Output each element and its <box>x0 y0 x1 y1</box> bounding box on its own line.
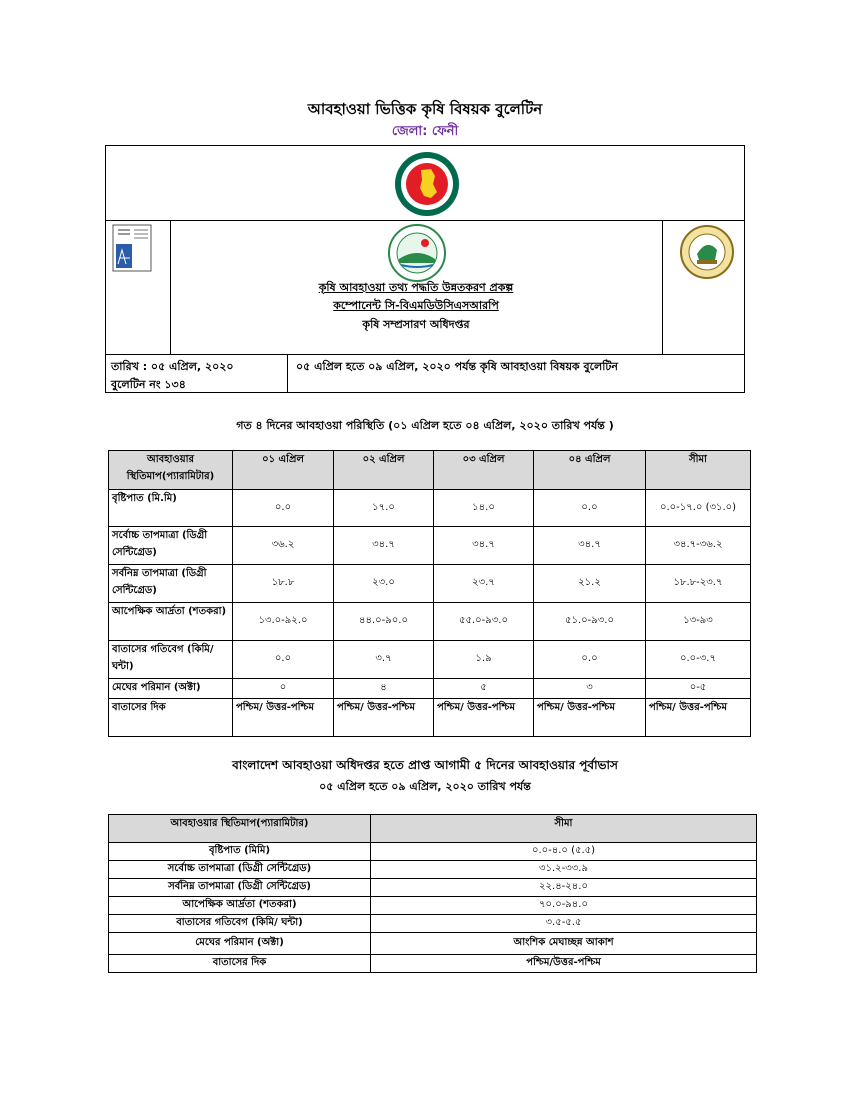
param-cell: বৃষ্টিপাত (মিমি) <box>109 843 371 861</box>
table-row <box>109 861 757 879</box>
table-row <box>109 603 751 641</box>
value-cell: ৩১.২-৩৩.৯ <box>371 861 757 879</box>
param-cell: সর্বোচ্চ তাপমাত্রা (ডিগ্রী সেন্টিগ্রেড) <box>109 527 233 565</box>
column-header: ০১ এপ্রিল <box>233 451 334 490</box>
value-cell: ০.০-৩.৭ <box>646 641 751 679</box>
forecast-heading: বাংলাদেশ আবহাওয়া অধিদপ্তর হতে প্রাপ্ত আগামী ৫ দিনের আবহাওয়ার পূর্বাভাস <box>232 758 618 772</box>
column-header: সীমা <box>646 451 751 490</box>
bulletin-title: আবহাওয়া ভিত্তিক কৃষি বিষয়ক বুলেটিন <box>307 100 543 118</box>
table-row <box>109 843 757 861</box>
value-cell: ৫৫.০-৯৩.০ <box>434 603 534 641</box>
param-cell: সর্বনিম্ন তাপমাত্রা (ডিগ্রী সেন্টিগ্রেড) <box>109 565 233 603</box>
param-cell: সর্বোচ্চ তাপমাত্রা (ডিগ্রী সেন্টিগ্রেড) <box>109 861 371 879</box>
value-cell: পশ্চিম/ উত্তর-পশ্চিম <box>233 699 334 737</box>
value-cell: ৩.৫-৫.৫ <box>371 915 757 933</box>
param-cell: বাতাসের গতিবেগ (কিমি/ ঘন্টা) <box>109 915 371 933</box>
table-row <box>109 490 751 527</box>
value-cell: ০.০-৪.০ (৫.৫) <box>371 843 757 861</box>
param-cell: সর্বনিম্ন তাপমাত্রা (ডিগ্রী সেন্টিগ্রেড) <box>109 879 371 897</box>
value-cell: পশ্চিম/ উত্তর-পশ্চিম <box>334 699 434 737</box>
value-cell: ১৮.৮-২৩.৭ <box>646 565 751 603</box>
dae-logo-icon <box>679 224 735 280</box>
value-cell: ২১.২ <box>534 565 646 603</box>
param-cell: মেঘের পরিমান (অক্টা) <box>109 679 233 699</box>
meteorological-department-logo-icon <box>112 224 152 272</box>
value-cell: ৩৪.৭-৩৬.২ <box>646 527 751 565</box>
value-cell: ১.৯ <box>434 641 534 679</box>
value-cell: ৫ <box>434 679 534 699</box>
divider <box>287 354 288 393</box>
value-cell: ৫১.০-৯৩.০ <box>534 603 646 641</box>
table-header-row <box>109 451 751 490</box>
table-row <box>109 679 751 699</box>
value-cell: ৩৪.৭ <box>434 527 534 565</box>
value-cell: ৪৪.০-৯০.০ <box>334 603 434 641</box>
value-cell: ২২.৪-২৪.০ <box>371 879 757 897</box>
project-name: কৃষি আবহাওয়া তথ্য পদ্ধতি উন্নতকরণ প্রকল্প <box>318 281 514 294</box>
header-box <box>105 145 745 393</box>
divider <box>106 220 744 221</box>
table-row <box>109 879 757 897</box>
column-header: সীমা <box>371 815 757 843</box>
param-cell: মেঘের পরিমান (অক্টা) <box>109 933 371 955</box>
param-cell: বৃষ্টিপাত (মি.মি) <box>109 490 233 527</box>
value-cell: ০ <box>233 679 334 699</box>
project-logo-icon <box>387 223 447 283</box>
bulletin-period: ০৫ এপ্রিল হতে ০৯ এপ্রিল, ২০২০ পর্যন্ত কৃষি আবহাওয়া বিষয়ক বুলেটিন <box>296 360 618 373</box>
param-cell: বাতাসের দিক <box>109 955 371 973</box>
value-cell: আংশিক মেঘাচ্ছন্ন আকাশ <box>371 933 757 955</box>
value-cell: ০.০ <box>233 641 334 679</box>
value-cell: ২৩.৭ <box>434 565 534 603</box>
value-cell: ১৩.০-৯২.০ <box>233 603 334 641</box>
table-row <box>109 933 757 955</box>
value-cell: পশ্চিম/উত্তর-পশ্চিম <box>371 955 757 973</box>
district-label: জেলা: ফেনী <box>391 124 459 139</box>
param-cell: আপেক্ষিক আর্দ্রতা (শতকরা) <box>109 603 233 641</box>
value-cell: ৩৪.৭ <box>534 527 646 565</box>
component-name: কম্পোনেন্ট সি-বিএমডিউসিএসআরপি <box>333 299 499 312</box>
table-row <box>109 641 751 679</box>
government-seal-icon <box>393 150 461 218</box>
value-cell: ০.০ <box>233 490 334 527</box>
table-row <box>109 897 757 915</box>
value-cell: ১৮.৮ <box>233 565 334 603</box>
value-cell: পশ্চিম/ উত্তর-পশ্চিম <box>434 699 534 737</box>
value-cell: ১৭.০ <box>334 490 434 527</box>
department-name: কৃষি সম্প্রসারণ অধিদপ্তর <box>362 318 470 331</box>
value-cell: ০-৫ <box>646 679 751 699</box>
value-cell: ০.০ <box>534 641 646 679</box>
bulletin-number: বুলেটিন নং ১৩৪ <box>111 378 186 391</box>
value-cell: ৩৪.৭ <box>334 527 434 565</box>
table-header-row <box>109 815 757 843</box>
value-cell: ৪ <box>334 679 434 699</box>
param-cell: আপেক্ষিক আর্দ্রতা (শতকরা) <box>109 897 371 915</box>
forecast-table <box>108 814 757 973</box>
value-cell: ১৪.০ <box>434 490 534 527</box>
value-cell: ৩ <box>534 679 646 699</box>
table-row <box>109 565 751 603</box>
past-weather-table <box>108 450 751 737</box>
column-header: আবহাওয়ার স্থিতিমাপ(প্যারামিটার) <box>109 815 371 843</box>
forecast-period: ০৫ এপ্রিল হতে ০৯ এপ্রিল, ২০২০ তারিখ পর্যন্ত <box>319 780 531 793</box>
value-cell: পশ্চিম/ উত্তর-পশ্চিম <box>646 699 751 737</box>
column-header: ০৩ এপ্রিল <box>434 451 534 490</box>
value-cell: ৩৬.২ <box>233 527 334 565</box>
bulletin-date: তারিখ : ০৫ এপ্রিল, ২০২০ <box>111 360 234 373</box>
past-weather-heading: গত ৪ দিনের আবহাওয়া পরিস্থিতি (০১ এপ্রিল হতে ০৪ এপ্রিল, ২০২০ তারিখ পর্যন্ত ) <box>236 419 614 432</box>
column-header: ০৪ এপ্রিল <box>534 451 646 490</box>
value-cell: ০.০-১৭.০ (৩১.০) <box>646 490 751 527</box>
table-row <box>109 915 757 933</box>
param-cell: বাতাসের গতিবেগ (কিমি/ ঘন্টা) <box>109 641 233 679</box>
value-cell: ০.০ <box>534 490 646 527</box>
column-header: আবহাওয়ার স্থিতিমাপ(প্যারামিটার) <box>109 451 233 490</box>
column-header: ০২ এপ্রিল <box>334 451 434 490</box>
value-cell: ২৩.০ <box>334 565 434 603</box>
table-row <box>109 955 757 973</box>
value-cell: ১৩-৯৩ <box>646 603 751 641</box>
param-cell: বাতাসের দিক <box>109 699 233 737</box>
divider <box>662 220 663 354</box>
value-cell: পশ্চিম/ উত্তর-পশ্চিম <box>534 699 646 737</box>
value-cell: ৩.৭ <box>334 641 434 679</box>
table-row <box>109 527 751 565</box>
divider <box>106 354 744 355</box>
value-cell: ৭০.০-৯৪.০ <box>371 897 757 915</box>
table-row <box>109 699 751 737</box>
